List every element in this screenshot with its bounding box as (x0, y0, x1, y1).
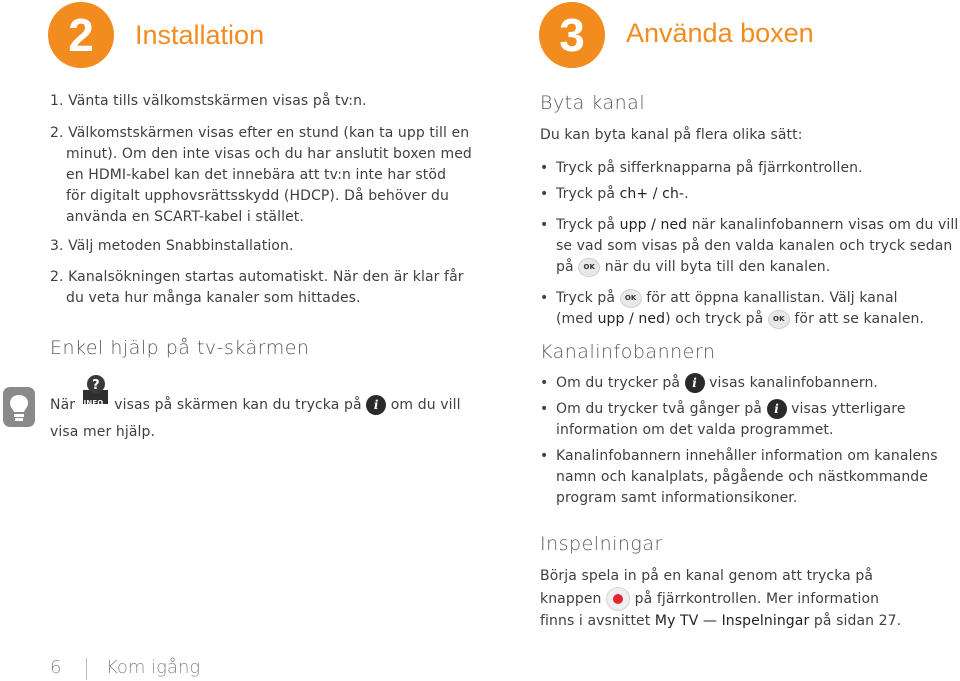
bullet-text: program samt informationsikoner. (556, 490, 798, 506)
step-2-line: en HDMI-kabel kan det innebära att tv:n inte har stöd (66, 167, 447, 183)
help-text (50, 378, 490, 443)
bullet-text: visas kanalinfobannern. (709, 375, 878, 391)
section-number-badge: 3 (539, 2, 605, 68)
bullet-text: (med (556, 311, 593, 327)
chapter-label: Kom igång (106, 657, 201, 678)
help-heading: Enkel hjälp på tv-skärmen (50, 337, 310, 359)
list-item: • Tryck på sifferknapparna på fjärrkontrollen. (540, 158, 960, 179)
key-upp-ned: upp / ned (597, 311, 666, 327)
list-item: • Tryck på OK för att öppna kanallistan. Välj kanal (med upp / ned) och tryck på OK för att se kanalen. (540, 290, 925, 327)
list-item: • Kanalinfobannern innehåller information om kanalens namn och kanalplats, pågående och nästkommande program samt informationsikoner. (540, 446, 960, 512)
list-item: • Om du trycker två gånger på i visas ytterligare information om det valda programmet. (540, 399, 960, 446)
step-4 (50, 267, 464, 309)
bullet-text: Tryck på sifferknapparna på fjärrkontrollen. (556, 160, 863, 176)
step-2 (50, 123, 472, 228)
rec-line: finns i avsnittet (540, 613, 651, 629)
byta-bullets (540, 158, 960, 336)
inspelningar-heading: Inspelningar (540, 533, 663, 555)
link-my-tv-inspelningar[interactable]: My TV — Inspelningar (654, 613, 810, 629)
bullet-text: namn och kanalplats, pågående och nästkommande (556, 469, 929, 485)
section-title-installation: Installation (135, 20, 265, 50)
step-4-line: 2. Kanalsökningen startas automatiskt. När den är klar får (50, 269, 464, 285)
bullet-text: på (556, 259, 574, 275)
section-number-badge: 2 (48, 2, 114, 68)
info-help-icon (80, 378, 110, 424)
ok-button-icon: OK (578, 258, 600, 277)
bullet-text: Kanalinfobannern innehåller information om kanalens (556, 448, 938, 464)
section-title-anvanda: Använda boxen (626, 18, 814, 48)
step-2-line: minut). Om den inte visas och du har anslutit boxen med (66, 146, 472, 162)
record-button-icon (606, 587, 630, 611)
key-ch: ch+ / ch- (619, 186, 685, 202)
info-label: INFO (83, 399, 104, 407)
bullet-text: för att öppna kanallistan. Välj kanal (646, 290, 898, 306)
bullet-text: . (684, 186, 689, 202)
bullet-text: för att se kanalen. (794, 311, 925, 327)
rec-line: Börja spela in på en kanal genom att trycka på (540, 568, 874, 584)
bullet-text: ) och tryck på (665, 311, 764, 327)
bullet-text: visas ytterligare (791, 401, 906, 417)
help-text-c: om du vill (390, 397, 461, 413)
step-3: 3. Välj metoden Snabbinstallation. (50, 238, 294, 254)
rec-line: på sidan 27. (813, 613, 902, 629)
bullet-text: Tryck på (556, 290, 616, 306)
info-button-icon: i (366, 395, 386, 415)
step-1: 1. Vänta tills välkomstskärmen visas på tv:n. (50, 93, 367, 109)
byta-kanal-heading: Byta kanal (540, 92, 646, 114)
bullet-text: Tryck på (556, 217, 616, 233)
kanalinfobannern-heading: Kanalinfobannern (540, 341, 716, 363)
step-2-line: använda en SCART-kabel i stället. (66, 209, 304, 225)
ok-button-icon: OK (620, 289, 642, 308)
bullet-text: Om du trycker på (556, 375, 681, 391)
byta-intro: Du kan byta kanal på flera olika sätt: (540, 127, 803, 143)
info-button-icon: i (767, 399, 787, 419)
banner-bullets (540, 373, 960, 512)
bullet-text: när du vill byta till den kanalen. (604, 259, 831, 275)
key-upp-ned: upp / ned (619, 217, 688, 233)
bullet-text: Om du trycker två gånger på (556, 401, 762, 417)
inspelningar-text (540, 566, 901, 632)
step-4-line: du veta hur många kanaler som hittades. (66, 290, 361, 306)
ok-button-icon: OK (768, 310, 790, 329)
step-2-line: 2. Välkomstskärmen visas efter en stund (kan ta upp till en (50, 125, 470, 141)
bullet-text: när kanalinfobannern visas om du vill (691, 217, 959, 233)
bullet-text: information om det valda programmet. (556, 422, 834, 438)
help-text-d: visa mer hjälp. (50, 424, 156, 440)
svg-text:?: ? (91, 378, 100, 393)
list-item: • Om du trycker på i visas kanalinfobannern. (540, 375, 878, 391)
help-text-a: När (50, 397, 76, 413)
rec-line: på fjärrkontrollen. Mer information (634, 591, 880, 607)
page-number: 6 (50, 657, 62, 678)
help-text-b: visas på skärmen kan du trycka på (114, 397, 362, 413)
bullet-text: Tryck på (556, 186, 616, 202)
footer-separator (86, 658, 87, 680)
info-button-icon: i (685, 373, 705, 393)
rec-line: knappen (540, 591, 602, 607)
list-item: • Tryck på ch+ / ch-. (540, 186, 689, 202)
lightbulb-icon (2, 386, 36, 428)
bullet-text: se vad som visas på den valda kanalen och tryck sedan (556, 238, 953, 254)
step-2-line: för digitalt upphovsrättsskydd (HDCP). Då behöver du (66, 188, 449, 204)
list-item: • Tryck på upp / ned när kanalinfobannern visas om du vill se vad som visas på den valda kanalen och tryck sedan på OK när du vill byta till den kanalen. (540, 217, 959, 275)
